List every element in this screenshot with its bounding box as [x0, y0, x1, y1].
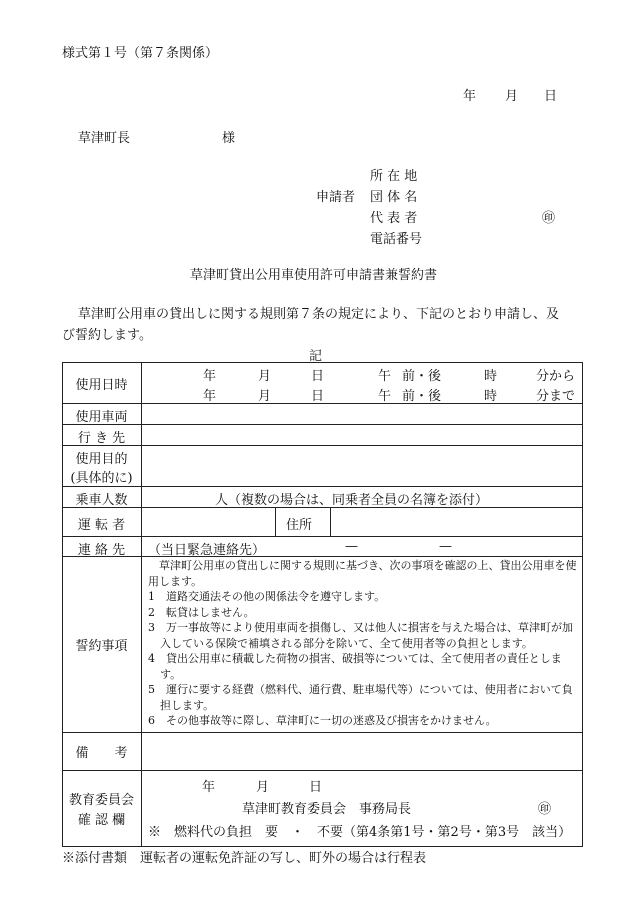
usage-to-day: 日 [311, 389, 325, 404]
usage-to-month: 月 [258, 389, 272, 404]
intro-text-line1: 草津町公用車の貸出しに関する規則第７条の規定により、下記のとおり申請し、及 [78, 307, 560, 322]
pledge-item-2: 2 転貸はしません。 [148, 605, 255, 619]
form-number: 様式第１号（第７条関係） [62, 46, 219, 61]
destination-label: 行 き 先 [77, 431, 126, 446]
usage-to-hour: 時 [484, 389, 498, 404]
usage-to-minute: 分まで [536, 389, 576, 404]
addressee: 草津町長 [78, 131, 131, 146]
confirm-seal: ㊞ [538, 802, 552, 817]
date-year: 年 [463, 89, 477, 104]
passengers-label: 乗車人数 [75, 493, 128, 508]
confirm-date-year: 年 [202, 780, 216, 795]
driver-address-label: 住所 [286, 518, 313, 533]
date-month: 月 [505, 89, 519, 104]
passengers-text: 人（複数の場合は、同乗者全員の名簿を添付） [215, 493, 489, 508]
contact-dash-1: — [345, 539, 358, 554]
seal-mark: ㊞ [542, 211, 556, 226]
usage-from-ampm: 前・後 [402, 369, 442, 384]
pledge-label: 誓約事項 [75, 639, 128, 654]
pledge-item-6: 6 その他事故等に際し、草津町に一切の迷惑及び損害をかけません。 [148, 714, 497, 727]
purpose-label-detail: (具体的に) [70, 471, 133, 486]
usage-from-day: 日 [311, 369, 325, 384]
applicant-field-representative: 代 表 者 [370, 211, 418, 226]
driver-label: 運 転 者 [77, 518, 126, 533]
usage-from-gozen: 午 [378, 369, 392, 384]
usage-to-year: 年 [203, 389, 217, 404]
pledge-item-5: 5 運行に要する経費（燃料代、通行費、駐車場代等）については、使用者において負担します。 [148, 683, 573, 712]
usage-to-gozen: 午 [378, 389, 392, 404]
remarks-label: 備 考 [75, 746, 128, 761]
usage-to-ampm: 前・後 [402, 389, 442, 404]
applicant-label: 申請者 [316, 190, 356, 205]
confirm-date-month: 月 [256, 780, 270, 795]
honorific: 様 [222, 131, 236, 146]
contact-label: 連 絡 先 [77, 543, 126, 558]
contact-dash-2: — [439, 539, 452, 554]
attachment-note: ※添付書類 運転者の運転免許証の写し、町外の場合は行程表 [62, 851, 427, 866]
confirm-label-2: 確 認 欄 [77, 813, 126, 828]
pledge-list [148, 558, 578, 729]
usage-from-year: 年 [203, 369, 217, 384]
usage-from-hour: 時 [484, 369, 498, 384]
purpose-label: 使用目的 [75, 452, 128, 467]
pledge-item-4: 4 貸出公用車に積載した荷物の損害、破損等については、全て使用者の責任とします。 [148, 652, 562, 681]
pledge-item-3: 3 万一事故等により使用車両を損傷し、又は他人に損害を与えた場合は、草津町が加入している保険で補填される部分を除いて、全て使用者等の負担とします。 [148, 621, 573, 650]
applicant-field-organization: 団 体 名 [370, 190, 418, 205]
usage-from-month: 月 [258, 369, 272, 384]
applicant-field-address: 所 在 地 [370, 169, 418, 184]
confirm-label: 教育委員会 [68, 793, 134, 808]
document-title: 草津町貸出公用車使用許可申請書兼誓約書 [190, 268, 438, 283]
intro-text-line2: び誓約します。 [62, 328, 152, 343]
usage-from-minute: 分から [536, 369, 576, 384]
contact-text: （当日緊急連絡先） [148, 543, 266, 558]
vehicle-label: 使用車両 [75, 410, 128, 425]
confirm-office: 草津町教育委員会 事務局長 [242, 802, 412, 817]
usage-datetime-label: 使用日時 [75, 378, 128, 393]
confirm-date-day: 日 [309, 780, 323, 795]
application-table [62, 362, 583, 847]
ki-label: 記 [309, 349, 323, 364]
pledge-item-1: 1 道路交通法その他の関係法令を遵守します。 [148, 590, 386, 603]
date-day: 日 [544, 89, 558, 104]
fuel-note: ※ 燃料代の負担 要 ・ 不要（第4条第1号・第2号・第3号 該当） [148, 825, 572, 840]
applicant-field-phone: 電話番号 [370, 232, 423, 247]
pledge-intro: 草津町公用車の貸出しに関する規則に基づき、次の事項を確認の上、貸出公用車を使用します。 [148, 559, 577, 588]
